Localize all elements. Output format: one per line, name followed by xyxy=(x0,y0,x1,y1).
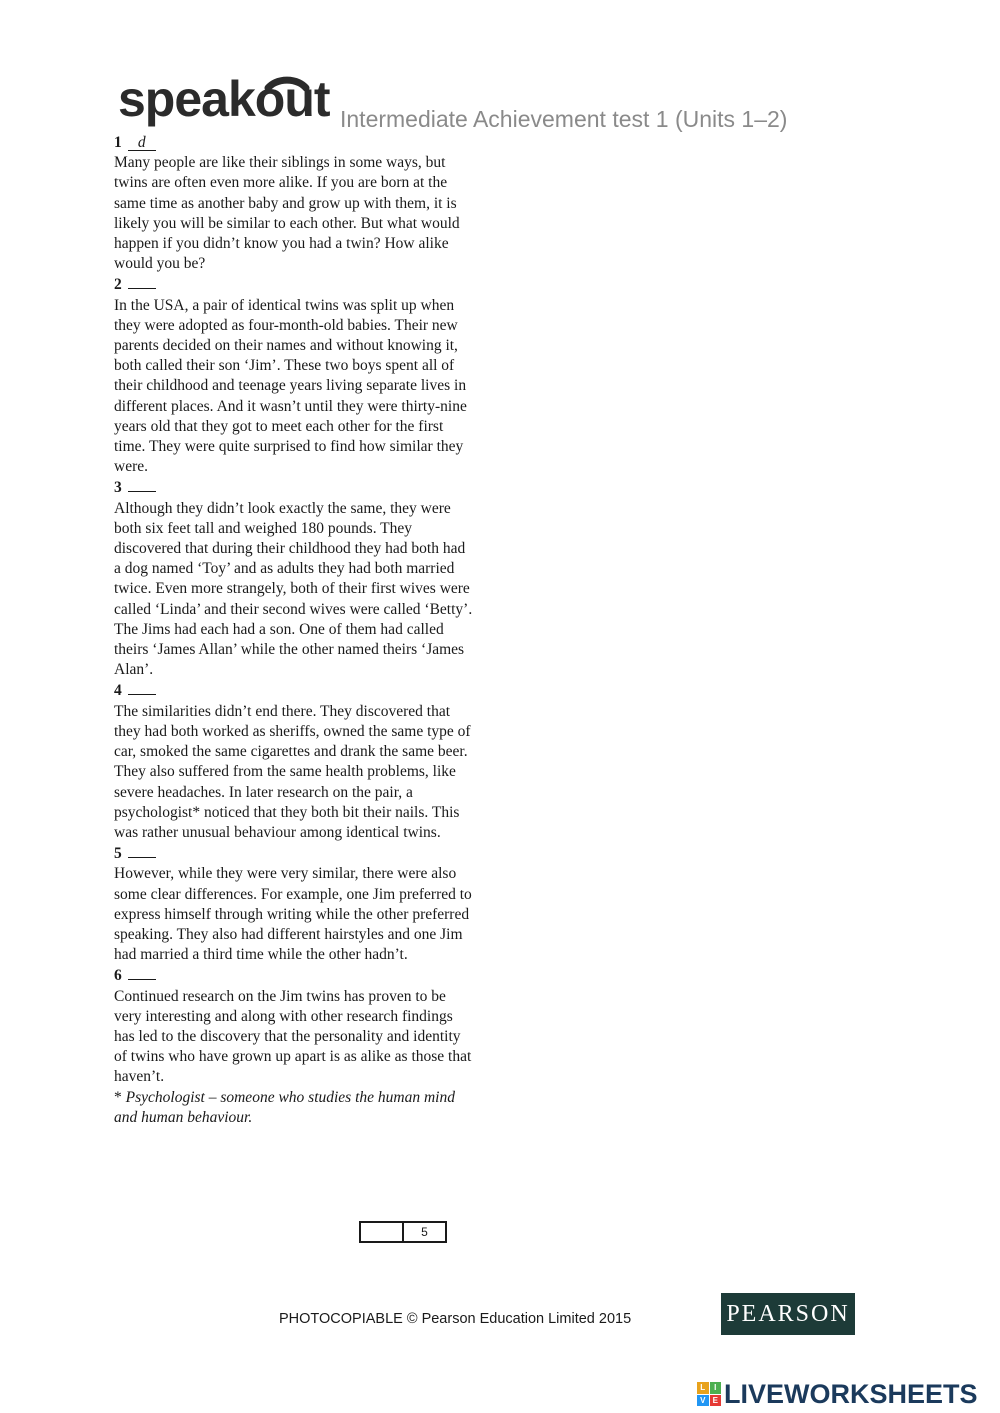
paragraph-number: 2 xyxy=(114,274,474,295)
score-box xyxy=(359,1221,447,1243)
liveworksheets-text: LIVEWORKSHEETS xyxy=(724,1378,978,1409)
footnote-text: Psychologist – someone who studies the human mind and human behaviour. xyxy=(114,1088,455,1126)
answer-blank[interactable] xyxy=(128,477,156,492)
paragraph-text: In the USA, a pair of identical twins was split up when they were adopted as four-month-old babies. Their new parents decided on their names and without knowing it, both called their son ‘Jim’. These two boys spent all of their childhood and teenage years living separate lives in different places. And it wasn’t until they were thirty-nine years old that they got to meet each other for the first time. They were quite surprised to find how similar they were. xyxy=(114,296,467,476)
paragraph-4 xyxy=(114,680,474,843)
page-title: Intermediate Achievement test 1 (Units 1–2) xyxy=(340,106,788,132)
paragraph-number: 6 xyxy=(114,965,474,986)
footnote xyxy=(114,1088,474,1128)
answer-blank[interactable] xyxy=(128,843,156,858)
logo-wordmark: speakout xyxy=(118,71,330,127)
answer-blank[interactable] xyxy=(128,680,156,695)
footnote-star: * xyxy=(114,1088,122,1106)
paragraph-6 xyxy=(114,965,474,1087)
reading-text xyxy=(114,133,474,1128)
answer-blank[interactable]: d xyxy=(128,136,156,151)
paragraph-text: Many people are like their siblings in some ways, but twins are often even more alike. If you are born at the same time as another baby and grow up with them, it is likely you will be similar to each other. But what would happen if you didn’t know you had a twin? How alike would you be? xyxy=(114,154,460,273)
speakout-logo xyxy=(118,60,333,130)
paragraph-text: Continued research on the Jim twins has proven to be very interesting and along with other research findings has led to the discovery that the personality and identity of twins who have grown up apart is as alike as those that haven’t. xyxy=(114,987,472,1086)
copyright-notice: PHOTOCOPIABLE © Pearson Education Limited 2015 xyxy=(279,1311,632,1327)
answer-blank[interactable] xyxy=(128,274,156,289)
paragraph-2 xyxy=(114,274,474,477)
paragraph-number: 5 xyxy=(114,843,474,864)
paragraph-number: 4 xyxy=(114,680,474,701)
answer-blank[interactable] xyxy=(128,965,156,980)
paragraph-3 xyxy=(114,477,474,680)
paragraph-text: Although they didn’t look exactly the same, they were both six feet tall and weighed 180 pounds. They discovered that during their childhood they had both had a dog named ‘Toy’ and as adults they had both married twice. Even more strangely, both of their first wives were called ‘Linda’ and their second wives were called ‘Betty’. The Jims had each had a son. One of them had called theirs ‘James Allan’ while the other named theirs ‘James Alan’. xyxy=(114,499,473,679)
score-input[interactable] xyxy=(361,1223,404,1241)
liveworksheets-watermark xyxy=(697,1378,978,1410)
paragraph-number: 1 d xyxy=(114,133,474,153)
paragraph-text: The similarities didn’t end there. They discovered that they had both worked as sheriffs, owned the same type of car, smoked the same cigarettes and drank the same beer. They also suffered from the same health problems, like severe headaches. In later research on the pair, a psychologist* noticed that they both bit their nails. This was rather unusual behaviour among identical twins. xyxy=(114,702,471,841)
score-total: 5 xyxy=(421,1225,428,1239)
paragraph-1 xyxy=(114,133,474,274)
pearson-logo: PEARSON xyxy=(721,1293,855,1335)
paragraph-5 xyxy=(114,843,474,965)
liveworksheets-icon: L I V E xyxy=(697,1382,721,1406)
paragraph-number: 3 xyxy=(114,477,474,498)
paragraph-text: However, while they were very similar, there were also some clear differences. For example, one Jim preferred to express himself through writing while the other preferred speaking. They also had different hairstyles and one Jim had married a third time while the other hadn’t. xyxy=(114,865,472,964)
